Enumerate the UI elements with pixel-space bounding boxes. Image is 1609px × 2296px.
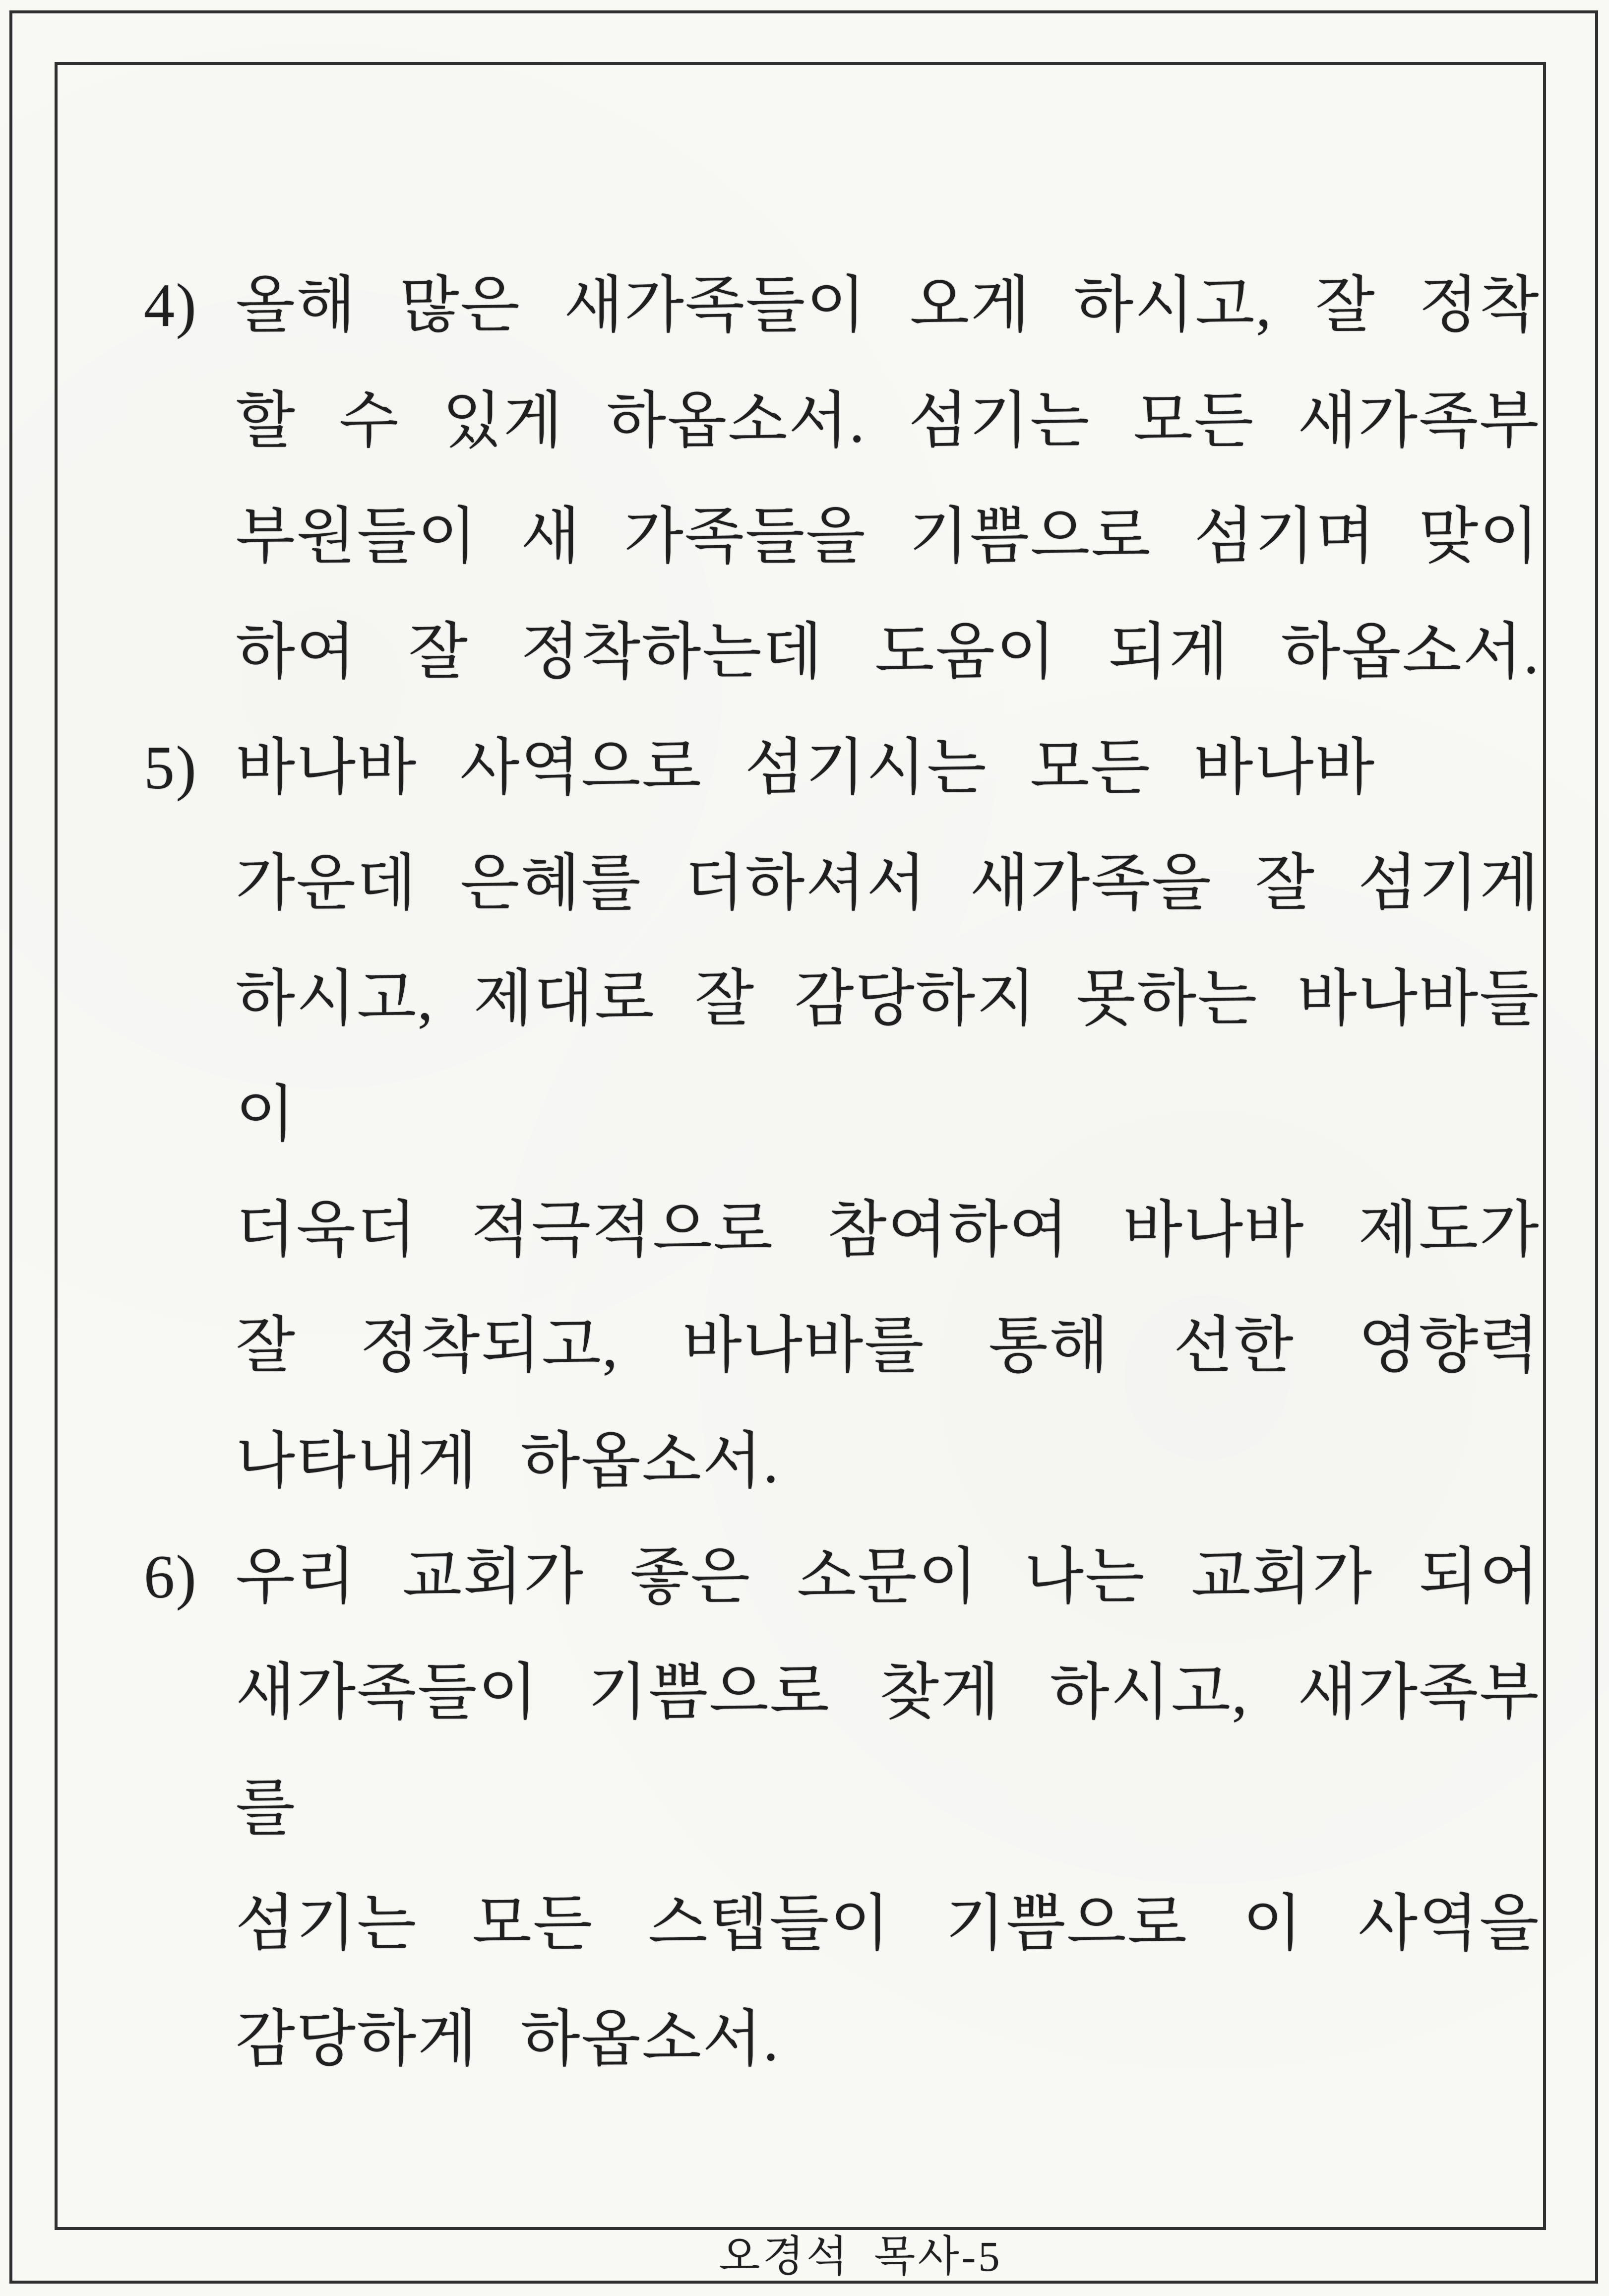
prayer-line: 부원들이 새 가족들을 기쁨으로 섬기며 맞이 (236, 503, 1540, 571)
prayer-line: 하여 잘 정착하는데 도움이 되게 하옵소서. (236, 618, 1540, 686)
prayer-list (144, 248, 1540, 2097)
item-marker: 6) (144, 1543, 198, 1611)
prayer-item-5 (144, 710, 1540, 1519)
prayer-line: 섬기는 모든 스텝들이 기쁨으로 이 사역을 (236, 1890, 1540, 1958)
page-footer: 오경석 목사-5 (719, 2232, 1002, 2280)
prayer-line: 올해 많은 새가족들이 오게 하시고, 잘 정착 (236, 271, 1540, 339)
prayer-line: 할 수 있게 하옵소서. 섬기는 모든 새가족부 (236, 387, 1540, 455)
prayer-item-4 (144, 248, 1540, 710)
prayer-line: 우리 교회가 좋은 소문이 나는 교회가 되어 (236, 1543, 1540, 1611)
prayer-line: 나타내게 하옵소서. (236, 1427, 780, 1495)
item-marker: 5) (144, 734, 198, 802)
item-marker: 4) (144, 271, 198, 339)
prayer-line: 더욱더 적극적으로 참여하여 바나바 제도가 (236, 1196, 1540, 1264)
prayer-line: 하시고, 제대로 잘 감당하지 못하는 바나바들이 (236, 965, 1540, 1148)
prayer-line: 가운데 은혜를 더하셔서 새가족을 잘 섬기게 (236, 849, 1540, 917)
prayer-line: 잘 정착되고, 바나바를 통해 선한 영향력 (236, 1312, 1540, 1380)
prayer-line: 새가족들이 기쁨으로 찾게 하시고, 새가족부를 (236, 1658, 1540, 1842)
prayer-item-6 (144, 1519, 1540, 2097)
prayer-line: 감당하게 하옵소서. (236, 2005, 780, 2073)
prayer-line: 바나바 사역으로 섬기시는 모든 바나바 (236, 734, 1376, 802)
